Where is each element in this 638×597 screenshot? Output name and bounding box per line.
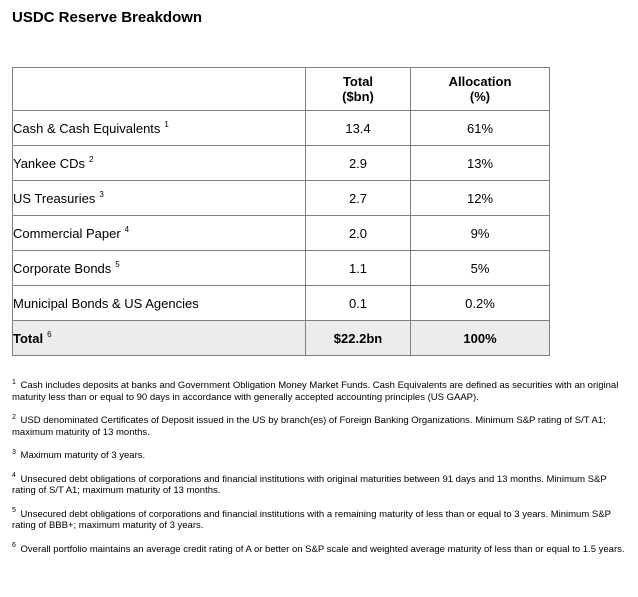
total-header-line2: ($bn) bbox=[342, 89, 374, 104]
allocation-header-line1: Allocation bbox=[448, 74, 512, 89]
footnote-marker: 2 bbox=[89, 155, 94, 165]
row-allocation: 9% bbox=[411, 216, 550, 251]
footnote-marker: 4 bbox=[124, 225, 130, 235]
footnote-number: 5 bbox=[12, 507, 16, 515]
table-header-row bbox=[13, 68, 550, 111]
footnote-5 bbox=[12, 509, 630, 532]
table-row bbox=[13, 286, 550, 321]
allocation-header bbox=[411, 68, 550, 111]
row-label-cell bbox=[13, 181, 306, 216]
total-label-cell bbox=[13, 321, 306, 356]
row-total: 13.4 bbox=[306, 111, 411, 146]
footnote-marker: 1 bbox=[164, 120, 169, 130]
footnote-marker: 6 bbox=[47, 330, 52, 340]
row-label-cell bbox=[13, 111, 306, 146]
footnotes bbox=[12, 380, 630, 567]
row-label-cell bbox=[13, 286, 306, 321]
footnote-number: 4 bbox=[12, 472, 16, 480]
row-allocation: 13% bbox=[411, 146, 550, 181]
footnote-marker: 3 bbox=[99, 190, 104, 200]
footnote-number: 2 bbox=[12, 413, 16, 421]
category-header bbox=[13, 68, 306, 111]
row-label: Yankee CDs bbox=[13, 155, 86, 171]
row-label: Corporate Bonds bbox=[13, 260, 112, 276]
reserve-breakdown-table bbox=[12, 67, 550, 356]
row-total: 2.9 bbox=[306, 146, 411, 181]
allocation-header-line2: (%) bbox=[469, 89, 491, 104]
row-allocation: 5% bbox=[411, 251, 550, 286]
row-label: Cash & Cash Equivalents bbox=[13, 120, 161, 136]
footnote-2 bbox=[12, 415, 630, 438]
row-label: US Treasuries bbox=[13, 190, 96, 206]
footnote-number: 6 bbox=[12, 542, 16, 550]
table-row bbox=[13, 146, 550, 181]
row-allocation: 61% bbox=[411, 111, 550, 146]
footnote-6 bbox=[12, 544, 630, 556]
footnote-text: Overall portfolio maintains an average credit rating of A or better on S&P scale and weighted average maturity of less than or equal to 1.5 years. bbox=[20, 543, 625, 555]
row-label-cell bbox=[13, 251, 306, 286]
row-label: Commercial Paper bbox=[13, 225, 121, 241]
footnote-text: Maximum maturity of 3 years. bbox=[20, 450, 146, 461]
row-allocation: 0.2% bbox=[411, 286, 550, 321]
row-total: 2.7 bbox=[306, 181, 411, 216]
footnote-number: 1 bbox=[12, 378, 16, 386]
total-header bbox=[306, 68, 411, 111]
footnote-text: USD denominated Certificates of Deposit issued in the US by branch(es) of Foreign Banking Organizations. Minimum S&P rating of S/T A1; maximum maturity of 13 months. bbox=[12, 415, 606, 438]
total-label: Total bbox=[13, 330, 44, 346]
row-label: Municipal Bonds & US Agencies bbox=[13, 295, 199, 311]
table-row bbox=[13, 111, 550, 146]
footnote-number: 3 bbox=[12, 448, 16, 456]
row-total: 1.1 bbox=[306, 251, 411, 286]
table-row bbox=[13, 216, 550, 251]
row-total: 0.1 bbox=[306, 286, 411, 321]
total-value: $22.2bn bbox=[306, 321, 411, 356]
footnote-1 bbox=[12, 380, 630, 403]
page-title: USDC Reserve Breakdown bbox=[12, 9, 203, 26]
row-total: 2.0 bbox=[306, 216, 411, 251]
footnote-text: Unsecured debt obligations of corporations and financial institutions with original maturities between 91 days and 13 months. Minimum S&P rating of S/T A1; maximum maturity of 13 months. bbox=[12, 473, 607, 496]
total-header-line1: Total bbox=[342, 74, 374, 89]
table-row bbox=[13, 251, 550, 286]
row-allocation: 12% bbox=[411, 181, 550, 216]
footnote-text: Unsecured debt obligations of corporations and financial institutions with a remaining maturity of less than or equal to 3 years. Minimum S&P rating of BBB+; maximum maturity of 3 years. bbox=[12, 508, 611, 531]
row-label-cell bbox=[13, 216, 306, 251]
table-row bbox=[13, 181, 550, 216]
footnote-marker: 5 bbox=[115, 260, 120, 270]
table-total-row bbox=[13, 321, 550, 356]
footnote-text: Cash includes deposits at banks and Government Obligation Money Market Funds. Cash Equivalents are defined as securities with an original maturity less than or equal to 90 days in accordance with generally accepted accounting principles (US GAAP). bbox=[12, 380, 619, 403]
footnote-4 bbox=[12, 474, 630, 497]
row-label-cell bbox=[13, 146, 306, 181]
footnote-3 bbox=[12, 450, 630, 462]
total-allocation: 100% bbox=[411, 321, 550, 356]
